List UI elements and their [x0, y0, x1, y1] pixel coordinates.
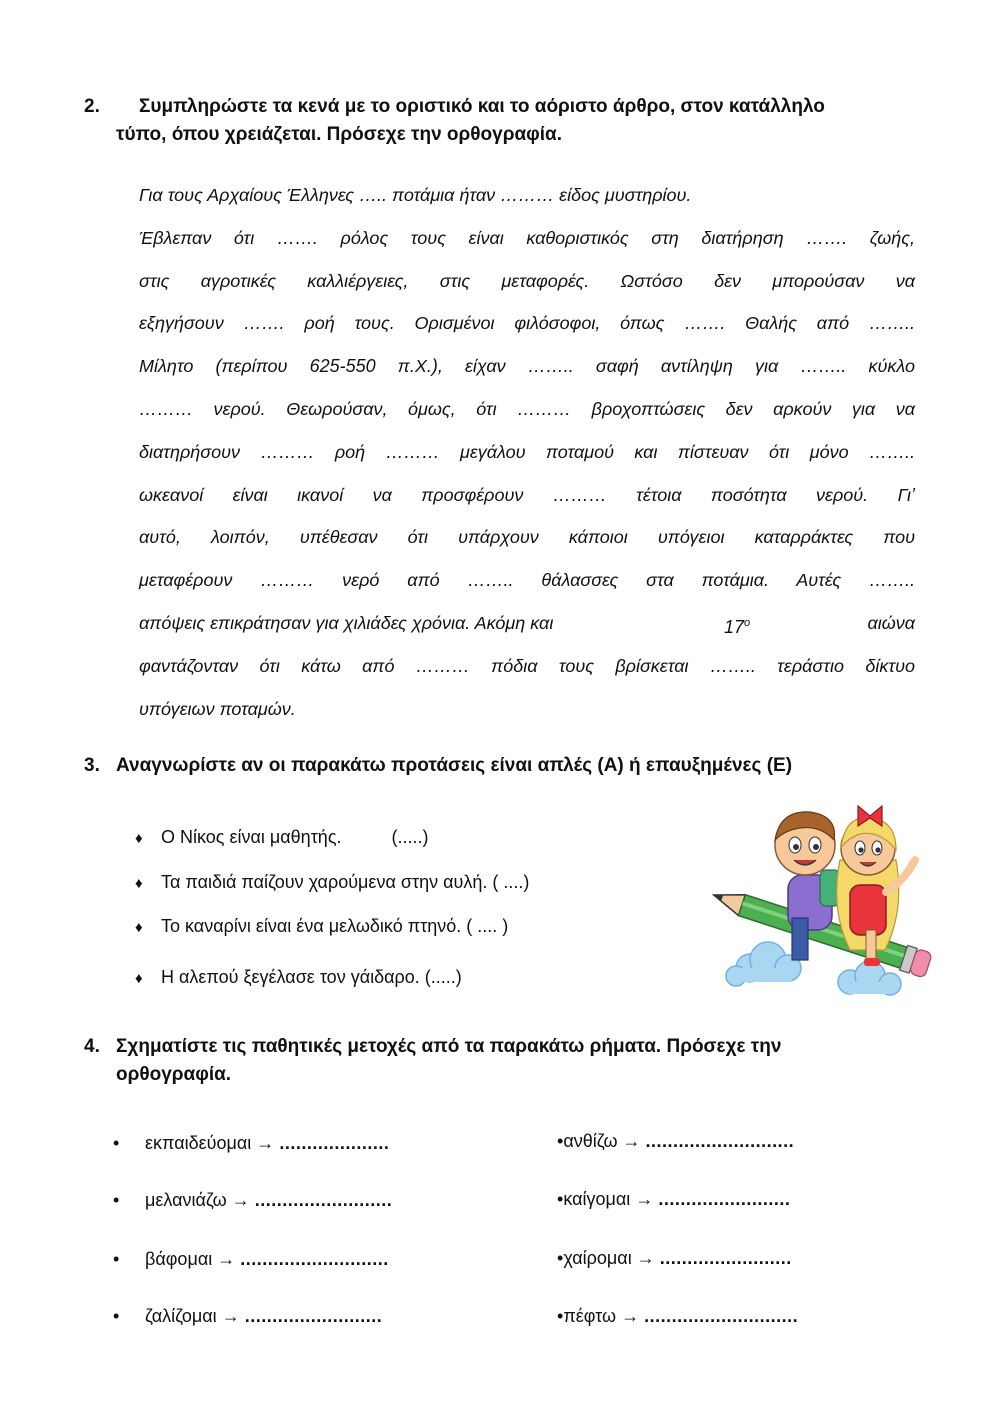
passage-line[interactable]: ωκεανοί είναι ικανοί να προσφέρουν ……… τέτοια ποσότητα νερού. Γι’ [139, 484, 915, 505]
century-number [724, 602, 750, 649]
diamond-bullet-icon: ♦ [135, 919, 143, 936]
century-digits: 17 [724, 616, 745, 637]
fill-in-passage [139, 174, 915, 730]
answer-blank[interactable]: ......................... [254, 1190, 393, 1210]
passage-line[interactable]: εξηγήσουν ……. ροή τους. Ορισμένοι φιλόσοφοι, όπως ……. Θαλής από …….. [139, 313, 915, 334]
arrow-right-icon: → [231, 1190, 250, 1210]
answer-blank[interactable]: ........................... [240, 1249, 389, 1269]
arrow-right-icon: → [256, 1133, 275, 1153]
passage-line[interactable]: μεταφέρουν ……… νερό από …….. θάλασσες στα ποτάμια. Αυτές …….. [139, 570, 915, 591]
bullet-icon: • [113, 1306, 120, 1326]
question-number: 3. [84, 755, 100, 776]
verb: ανθίζω [563, 1131, 618, 1151]
list-item[interactable] [135, 872, 529, 893]
arrow-right-icon: → [635, 1189, 654, 1209]
verb: χαίρομαι [563, 1248, 632, 1268]
question-4-heading-line-1: Σχηματίστε τις παθητικές μετοχές από τα παρακάτω ρήματα. Πρόσεχε την [116, 1036, 782, 1057]
verb: ζαλίζομαι [145, 1306, 217, 1326]
sentence-text: Τα παιδιά παίζουν χαρούμενα στην αυλή. ( ....) [161, 872, 530, 892]
question-4-heading [84, 1033, 914, 1089]
list-item[interactable] [557, 1306, 798, 1327]
bullet-icon: • [557, 1248, 564, 1268]
question-2-heading-line-2: τύπο, όπου χρειάζεται. Πρόσεχε την ορθογραφία. [116, 124, 562, 145]
verb: πέφτω [563, 1306, 617, 1326]
passage-line[interactable]: Έβλεπαν ότι ……. ρόλος τους είναι καθοριστικός στη διατήρηση ……. ζωής, [139, 227, 915, 248]
list-item[interactable] [135, 827, 429, 848]
arrow-right-icon: → [636, 1248, 655, 1268]
answer-blank[interactable]: ........................... [645, 1131, 795, 1151]
list-item[interactable] [557, 1131, 794, 1152]
arrow-right-icon: → [621, 1306, 640, 1326]
diamond-bullet-icon: ♦ [135, 970, 143, 987]
verb: μελανιάζω [145, 1190, 227, 1210]
question-3-heading [84, 752, 914, 780]
answer-blank[interactable]: ............................ [644, 1306, 799, 1326]
passage-line[interactable]: Μίλητο (περίπου 625-550 π.Χ.), είχαν …….. σαφή αντίληψη για …….. κύκλο [139, 356, 915, 377]
arrow-right-icon: → [217, 1249, 236, 1269]
passage-line[interactable]: φαντάζονταν ότι κάτω από ……… πόδια τους βρίσκεται …….. τεράστιο δίκτυο [139, 655, 915, 676]
list-item[interactable] [113, 1190, 392, 1211]
passage-line[interactable]: διατηρήσουν ……… ροή ……… μεγάλου ποταμού και πίστευαν ότι μόνο …….. [139, 441, 915, 462]
list-item[interactable] [557, 1189, 790, 1210]
passage-line-century [139, 602, 915, 645]
arrow-right-icon: → [622, 1131, 641, 1151]
verb: καίγομαι [563, 1189, 631, 1209]
question-number: 4. [84, 1036, 100, 1057]
list-item[interactable] [135, 967, 462, 988]
diamond-bullet-icon: ♦ [135, 830, 143, 847]
bullet-icon: • [113, 1133, 120, 1153]
century-ordinal: ο [744, 616, 751, 629]
list-item[interactable] [113, 1306, 382, 1327]
answer-blank[interactable]: ........................ [659, 1248, 792, 1268]
verb: εκπαιδεύομαι [145, 1133, 252, 1153]
answer-blank[interactable]: .................... [279, 1133, 390, 1153]
passage-line: υπόγειων ποταμών. [139, 698, 296, 719]
girl-icon [837, 806, 915, 966]
answer-blank[interactable]: ......................... [244, 1306, 383, 1326]
list-item[interactable] [113, 1249, 389, 1270]
bullet-icon: • [557, 1131, 564, 1151]
question-2-heading-line-1: Συμπληρώστε τα κενά με το οριστικό και το αόριστο άρθρο, στον κατάλληλο [139, 96, 825, 117]
bullet-icon: • [113, 1190, 120, 1210]
sentence-text: Ο Νίκος είναι μαθητής. (.....) [161, 827, 429, 847]
list-item[interactable] [135, 916, 508, 937]
arrow-right-icon: → [221, 1306, 240, 1326]
question-2-heading [84, 93, 914, 149]
century-word: αιώνα [867, 612, 915, 633]
list-item[interactable] [557, 1248, 792, 1269]
question-number: 2. [84, 96, 100, 117]
passage-line[interactable]: απόψεις επικράτησαν για χιλιάδες χρόνια. Ακόμη και [139, 612, 554, 633]
verb: βάφομαι [145, 1249, 213, 1269]
kids-on-pencil-illustration [700, 800, 935, 1005]
answer-blank[interactable]: ........................ [658, 1189, 791, 1209]
question-3-heading-text: Αναγνωρίστε αν οι παρακάτω προτάσεις είναι απλές (Α) ή επαυξημένες (Ε) [116, 755, 793, 776]
passage-line[interactable]: στις αγροτικές καλλιέργειες, στις μεταφορές. Ωστόσο δεν μπορούσαν να [139, 270, 915, 291]
passage-line[interactable]: ……… νερού. Θεωρούσαν, όμως, ότι ……… βροχοπτώσεις δεν αρκούν για να [139, 398, 915, 419]
sentence-text: Το καναρίνι είναι ένα μελωδικό πτηνό. ( .... ) [161, 916, 509, 936]
question-4-heading-line-2: ορθογραφία. [116, 1064, 232, 1085]
sentence-text: Η αλεπού ξεγέλασε τον γάιδαρο. (.....) [161, 967, 462, 987]
bullet-icon: • [557, 1189, 564, 1209]
bullet-icon: • [557, 1306, 564, 1326]
passage-line[interactable]: αυτό, λοιπόν, υπέθεσαν ότι υπάρχουν κάποιοι υπόγειοι καταρράκτες που [139, 527, 915, 548]
list-item[interactable] [113, 1133, 389, 1154]
diamond-bullet-icon: ♦ [135, 875, 143, 892]
passage-line[interactable]: Για τους Αρχαίους Έλληνες ….. ποτάμια ήταν ……… είδος μυστηρίου. [139, 185, 692, 205]
bullet-icon: • [113, 1249, 120, 1269]
